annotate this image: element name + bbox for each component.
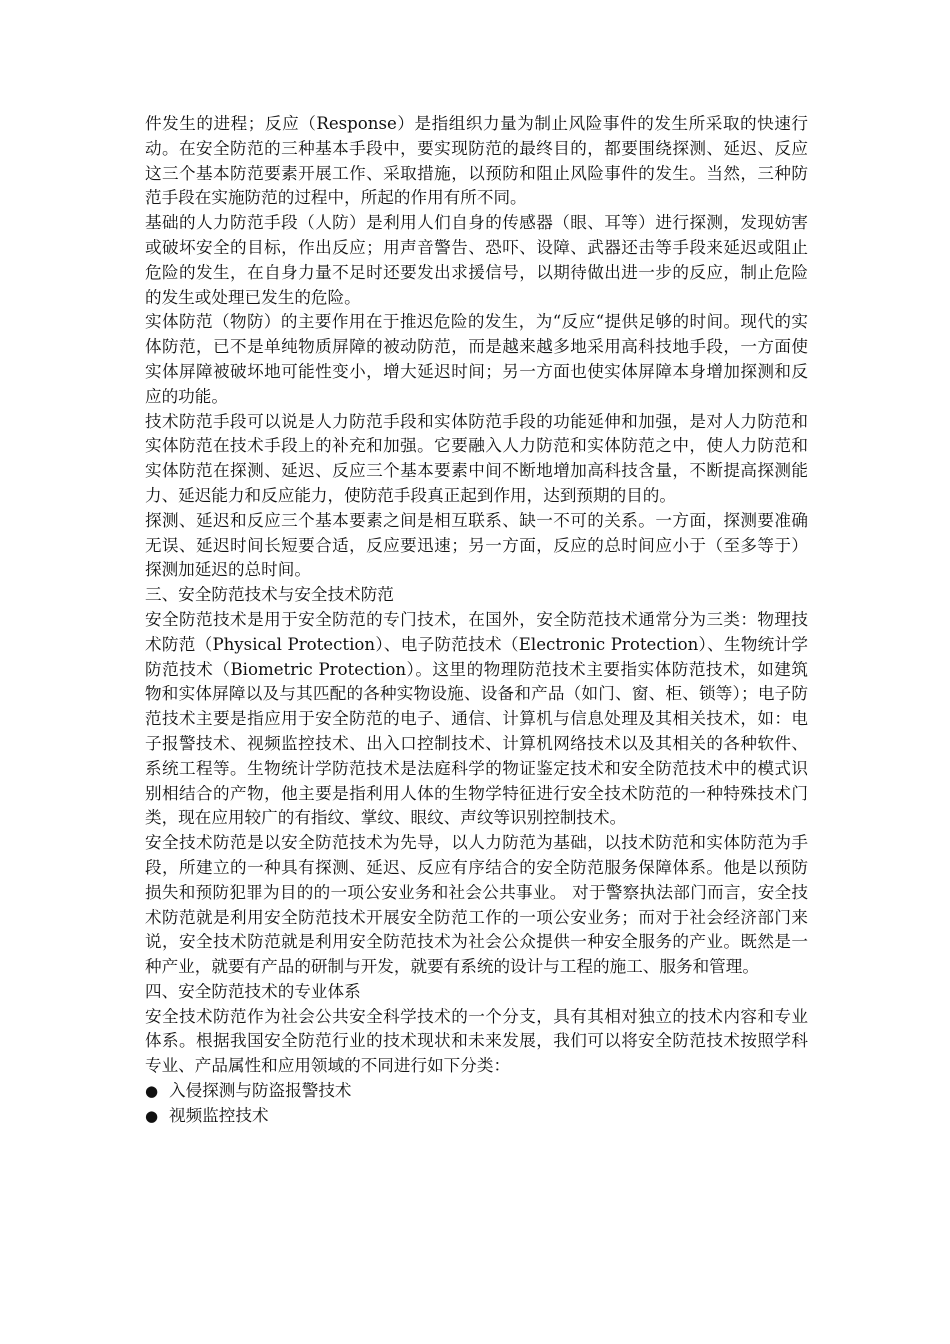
list-item	[145, 1104, 808, 1129]
section-heading-4: 四、安全防范技术的专业体系	[145, 981, 361, 1001]
list-item	[145, 1079, 808, 1104]
paragraph: 基础的人力防范手段（人防）是利用人们自身的传感器（眼、耳等）进行探测，发现妨害或破坏安全的目标，作出反应；用声音警告、恐吓、设障、武器还击等手段来延迟或阻止危险的发生，在自身力量不足时还要发出求援信号，以期待做出进一步的反应，制止危险的发生或处理已发生的危险。	[145, 213, 808, 307]
list-item-text: 入侵探测与防盗报警技术	[169, 1081, 352, 1101]
document-page	[145, 112, 808, 1129]
paragraph: 实体防范（物防）的主要作用在于推迟危险的发生，为“反应“提供足够的时间。现代的实体防范，已不是单纯物质屏障的被动防范，而是越来越多地采用高科技地手段，一方面使实体屏障被破坏地可能性变小，增大延迟时间；另一方面也使实体屏障本身增加探测和反应的功能。	[145, 312, 808, 406]
paragraph: 安全技术防范作为社会公共安全科学技术的一个分支，具有其相对独立的技术内容和专业体系。根据我国安全防范行业的技术现状和未来发展，我们可以将安全防范技术按照学科专业、产品属性和应用领域的不同进行如下分类：	[145, 1006, 808, 1076]
paragraph: 探测、延迟和反应三个基本要素之间是相互联系、缺一不可的关系。一方面，探测要准确无误、延迟时间长短要合适，反应要迅速；另一方面，反应的总时间应小于（至多等于）探测加延迟的总时间。	[145, 510, 808, 580]
paragraph: 安全技术防范是以安全防范技术为先导，以人力防范为基础，以技术防范和实体防范为手段，所建立的一种具有探测、延迟、反应有序结合的安全防范服务保障体系。他是以预防损失和预防犯罪为目的的一项公安业务和社会公共事业。 对于警察执法部门而言，安全技术防范就是利用安全防范技术开展安全防范工作的一项公安业务；而对于社会经济部门来说，安全技术防范就是利用安全防范技术为社会公众提供一种安全服务的产业。既然是一种产业，就要有产品的研制与开发，就要有系统的设计与工程的施工、服务和管理。	[145, 833, 808, 977]
paragraph: 技术防范手段可以说是人力防范手段和实体防范手段的功能延伸和加强，是对人力防范和实体防范在技术手段上的补充和加强。它要融入人力防范和实体防范之中，使人力防范和实体防范在探测、延迟、反应三个基本要素中间不断地增加高科技含量，不断提高探测能力、延迟能力和反应能力，使防范手段真正起到作用，达到预期的目的。	[145, 411, 808, 505]
section-heading-3: 三、安全防范技术与安全技术防范	[145, 585, 394, 605]
bullet-icon: ●	[145, 1106, 159, 1125]
bullet-list	[145, 1079, 808, 1129]
paragraph: 安全防范技术是用于安全防范的专门技术，在国外，安全防范技术通常分为三类：物理技术防范（Physical Protection）、电子防范技术（Electronic Protection）、生物统计学防范技术（Biometric Protection）。这里的物理防范技术主要指实体防范技术，如建筑物和实体屏障以及与其匹配的各种实物设施、设备和产品（如门、窗、柜、锁等）；电子防范技术主要是指应用于安全防范的电子、通信、计算机与信息处理及其相关技术，如：电子报警技术、视频监控技术、出入口控制技术、计算机网络技术以及其相关的各种软件、系统工程等。生物统计学防范技术是法庭科学的物证鉴定技术和安全防范技术中的模式识别相结合的产物，他主要是指利用人体的生物学特征进行安全技术防范的一种特殊技术门类，现在应用较广的有指纹、掌纹、眼纹、声纹等识别控制技术。	[145, 609, 808, 828]
bullet-icon: ●	[145, 1082, 159, 1101]
list-item-text: 视频监控技术	[169, 1105, 269, 1125]
paragraph: 件发生的进程；反应（Response）是指组织力量为制止风险事件的发生所采取的快速行动。在安全防范的三种基本手段中，要实现防范的最终目的，都要围绕探测、延迟、反应这三个基本防范要素开展工作、采取措施，以预防和阻止风险事件的发生。当然，三种防范手段在实施防范的过程中，所起的作用有所不同。	[145, 114, 808, 208]
